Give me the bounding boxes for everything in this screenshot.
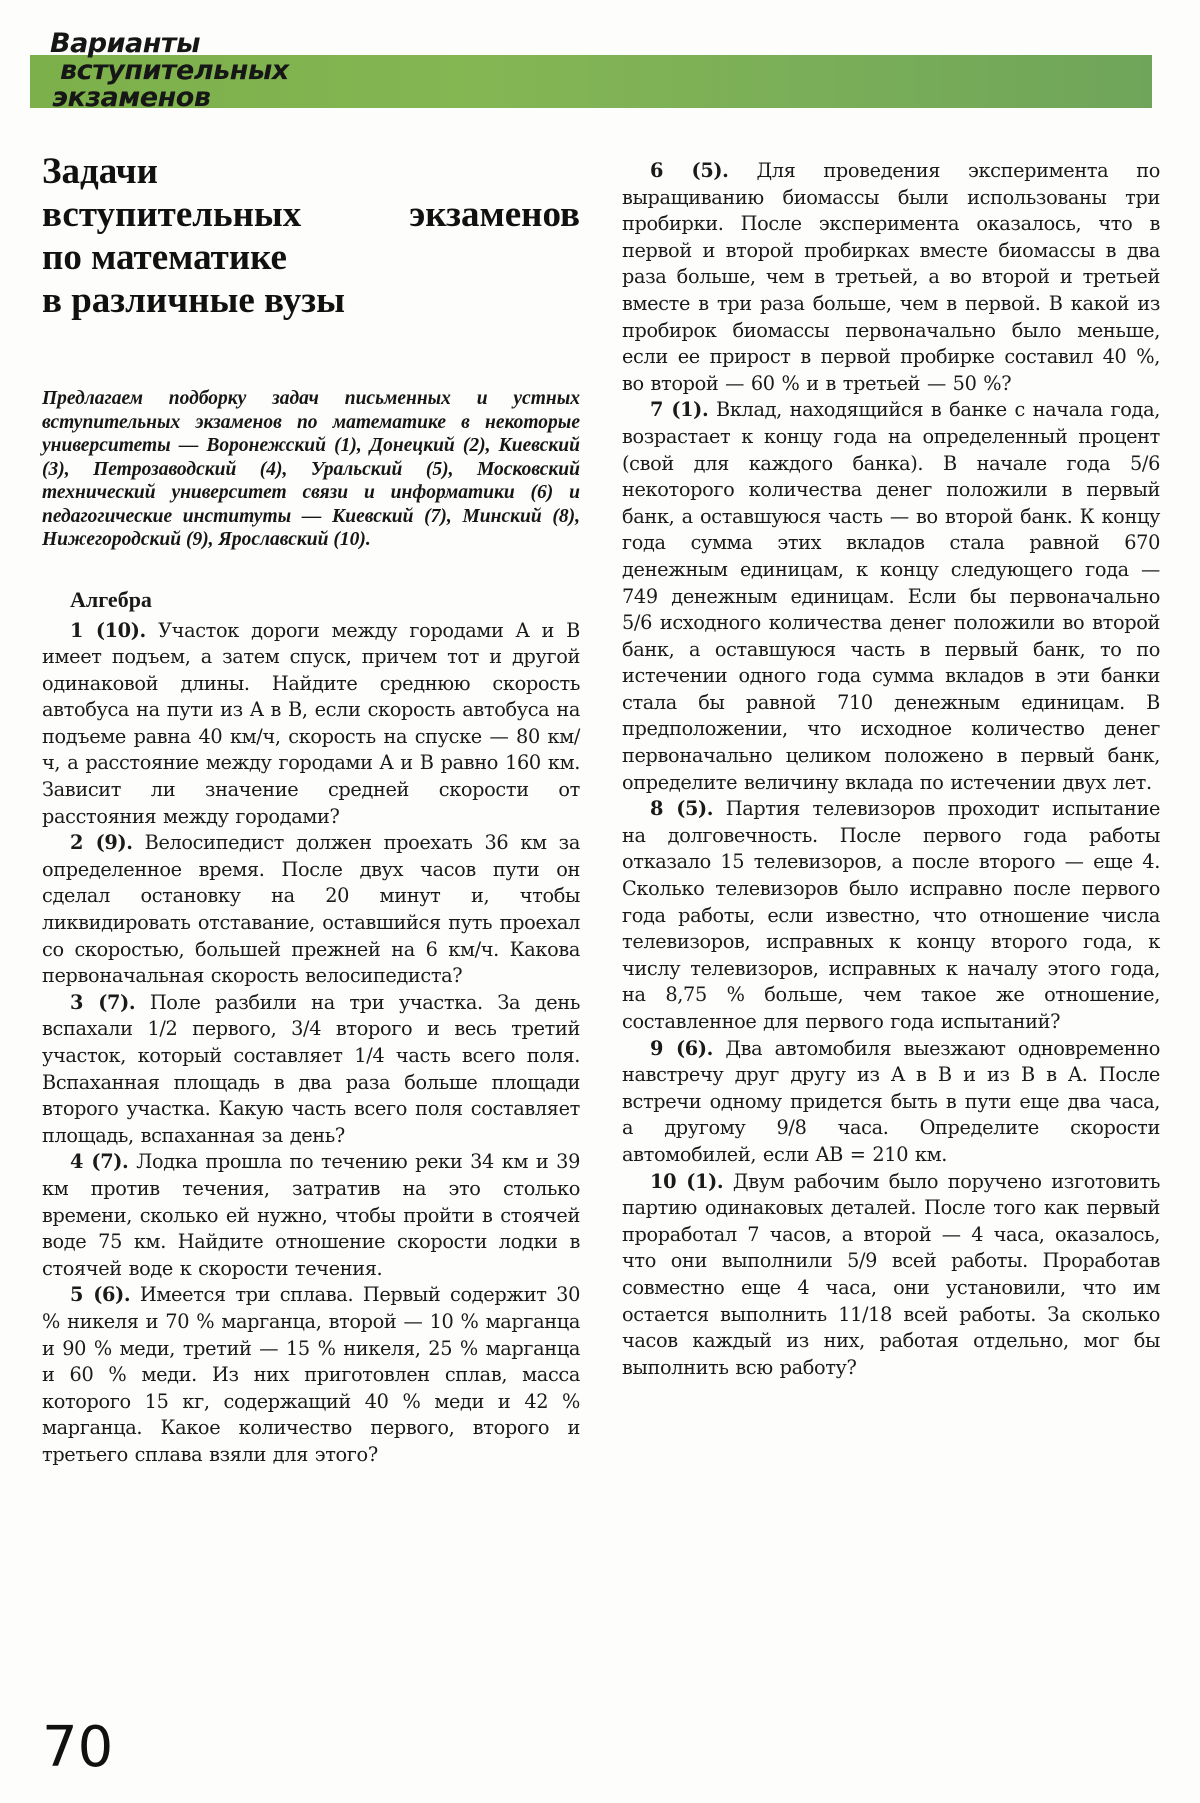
problem-number: 8 (5).: [650, 797, 714, 821]
section-heading: Алгебра: [70, 586, 152, 612]
right-column: [622, 158, 1160, 1381]
problem-2: [42, 830, 580, 990]
problem-text: Двум рабочим было поручено изготовить партию одинаковых деталей. После того как первый проработал 7 часов, а второй — 4 часа, оказалось, что они выполнили 5/9 всей работы. Проработав совместно еще 4 часа, они установили, что им остается выполнить 11/18 всей работы. За сколько часов каждый из них, работая отдельно, мог бы выполнить всю работу?: [622, 1169, 1161, 1379]
problem-number: 4 (7).: [70, 1150, 129, 1174]
problem-1: [42, 618, 580, 831]
problem-3: [42, 990, 580, 1150]
problem-4: [42, 1149, 580, 1282]
problem-number: 6 (5).: [650, 159, 729, 182]
left-column: [42, 150, 580, 1469]
problem-number: 2 (9).: [70, 831, 133, 855]
header-line: Варианты: [50, 28, 200, 59]
article-title: [42, 150, 580, 322]
title-line: по математике: [42, 237, 287, 278]
problem-number: 5 (6).: [70, 1283, 131, 1307]
header-line: экзаменов: [52, 82, 211, 113]
header-line: вступительных: [60, 55, 289, 86]
title-line: Задачи: [42, 151, 158, 192]
problem-10: [622, 1169, 1160, 1382]
problem-7: [622, 397, 1160, 796]
problem-number: 9 (6).: [650, 1036, 713, 1060]
problem-8: [622, 796, 1160, 1035]
problem-5: [42, 1282, 580, 1468]
problem-text: Вклад, находящийся в банке с начала года, возрастает к концу года на определенный процент (свой для каждого банка). В начале года 5/6 некоторого количества денег положили в первый банк, а оставшуюся часть — во второй банк. К концу года сумма этих вкладов стала равной 670 денежным единицам, к концу следующего года — 749 денежным единицам. Если бы первоначально 5/6 исходного количества денег положили во второй банк, а оставшуюся часть в первый банк, то по истечении одного года сумма вкладов в эти банки стала бы равной 710 денежным единицам. В предположении, что исходное количество денег первоначально целиком положено в первый банк, определите величину вклада по истечении двух лет.: [622, 398, 1161, 794]
problem-number: 3 (7).: [70, 990, 136, 1014]
title-line: вступительных экзаменов: [42, 194, 580, 235]
article-intro: Предлагаем подборку задач письменных и устных вступительных экзаменов по математике в некоторые университеты — Воронежский (1), Донецкий (2), Киевский (3), Петрозаводский (4), Уральский (5), Московский технический университет связи и информатики (6) и педагогические институты — Киевский (7), Минский (8), Нижегородский (9), Ярославский (10).: [42, 388, 580, 550]
problem-text: Имеется три сплава. Первый содержит 30 % никеля и 70 % марганца, второй — 10 % марганца и 90 % меди, третий — 15 % никеля, 25 % марганца и 60 % меди. Из них приготовлен сплав, масса которого 15 кг, содержащий 40 % меди и 42 % марганца. Какое количество первого, второго и третьего сплава взяли для этого?: [42, 1283, 580, 1466]
problem-text: Для проведения эксперимента по выращиванию биомассы были использованы три пробирки. После эксперимента оказалось, что в первой и второй пробирках вместе биомассы в два раза больше, чем в третьей, а во второй и третьей вместе в три раза больше, чем в первой. В какой из пробирок биомассы первоначально было меньше, если ее прирост в первой пробирке составил 40 %, во второй — 60 % и в третьей — 50 %?: [622, 159, 1160, 395]
problem-text: Два автомобиля выезжают одновременно навстречу друг другу из A в B и из B в A. После встречи одному придется быть в пути еще два часа, а другому 9/8 часа. Определите скорости автомобилей, если AB = 210 км.: [622, 1036, 1160, 1166]
page-number: 70: [42, 1715, 114, 1780]
problem-text: Участок дороги между городами A и B имеет подъем, а затем спуск, причем тот и другой одинаковой длины. Найдите среднюю скорость автобуса на пути из A в B, если скорость автобуса на подъеме равна 40 км/ч, скорость на спуске — 80 км/ч, а расстояние между городами A и B равно 160 км. Зависит ли значение средней скорости от расстояния между городами?: [42, 618, 580, 828]
problem-9: [622, 1036, 1160, 1169]
problem-number: 1 (10).: [70, 618, 146, 642]
section-header-handwritten: [50, 30, 380, 111]
title-line: в различные вузы: [42, 280, 345, 321]
problem-text: Поле разбили на три участка. За день вспахали 1/2 первого, 3/4 второго и весь третий участок, который составляет 1/4 часть всего поля. Вспаханная площадь в два раза больше площади второго участка. Какую часть всего поля составляет площадь, вспаханная за день?: [42, 990, 581, 1147]
problem-text: Велосипедист должен проехать 36 км за определенное время. После двух часов пути он сделал остановку на 20 минут и, чтобы ликвидировать отставание, оставшийся путь проехал со скоростью, большей прежней на 6 км/ч. Какова первоначальная скорость велосипедиста?: [42, 831, 580, 988]
problem-text: Партия телевизоров проходит испытание на долговечность. После первого года работы отказало 15 телевизоров, а после второго — еще 4. Сколько телевизоров было исправно после первого года работы, если известно, что отношение числа телевизоров, исправных к концу второго года, к числу телевизоров, исправных к началу этого года, на 8,75 % больше, чем такое же отношение, составленное для первого года испытаний?: [622, 797, 1161, 1033]
problem-number: 7 (1).: [650, 398, 709, 422]
problem-number: 10 (1).: [650, 1169, 724, 1193]
problem-6: [622, 158, 1160, 397]
problem-text: Лодка прошла по течению реки 34 км и 39 км против течения, затратив на это столько времени, сколько ей нужно, чтобы пройти в стоячей воде 75 км. Найдите отношение скорости лодки в стоячей воде к скорости течения.: [42, 1150, 581, 1280]
